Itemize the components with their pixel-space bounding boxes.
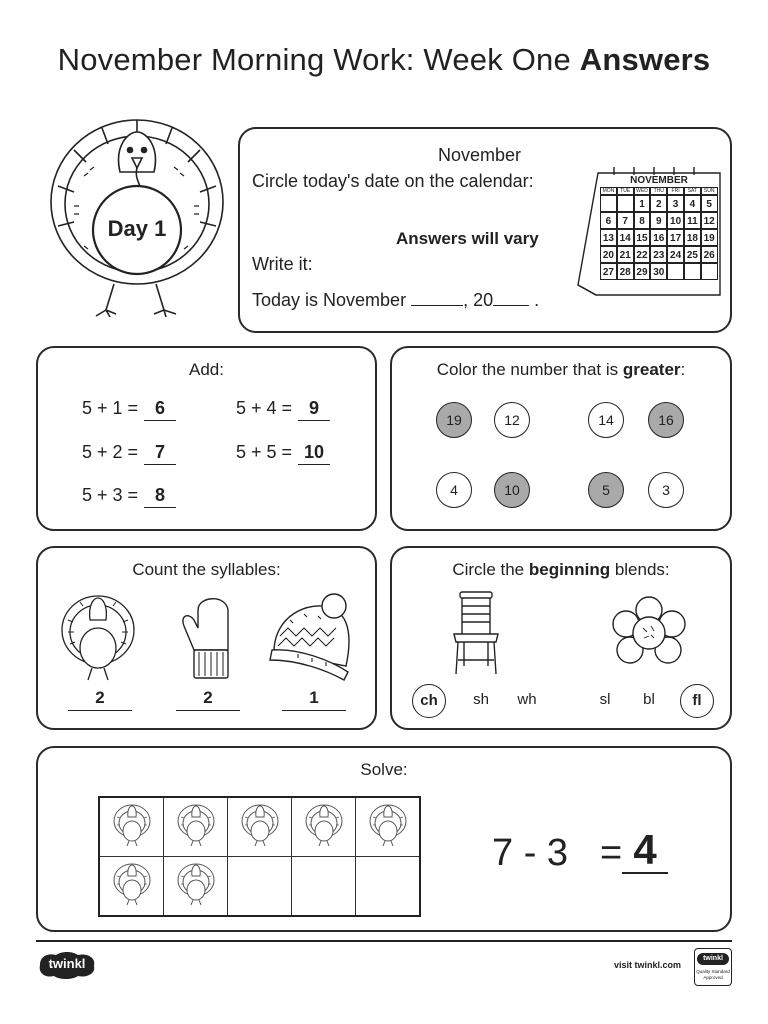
ten-frame-turkey-cell[interactable] <box>164 797 228 857</box>
blend-option[interactable]: fl <box>680 684 714 718</box>
date-blank[interactable] <box>411 305 463 306</box>
add-expr-1: 5 + 1 = <box>82 398 139 418</box>
calendar-weeks <box>600 195 718 280</box>
ten-frame-row <box>99 857 420 917</box>
calendar-date[interactable]: 29 <box>634 263 651 280</box>
syllable-answer-mitten[interactable]: 2 <box>176 688 240 711</box>
calendar-date[interactable] <box>684 263 701 280</box>
blends-header-prefix: Circle the <box>452 560 525 579</box>
greater-section <box>390 346 732 531</box>
title-main: November Morning Work: Week One <box>57 42 571 77</box>
flower-picture <box>610 596 688 672</box>
blend-option[interactable]: ch <box>412 684 446 718</box>
syllables-header: Count the syllables: <box>132 560 281 579</box>
day-turkey <box>44 106 230 318</box>
calendar-date[interactable]: 8 <box>634 212 651 229</box>
blend-option[interactable]: sl <box>599 691 611 708</box>
calendar-date[interactable] <box>667 263 684 280</box>
blends-header <box>392 560 730 580</box>
calendar-date[interactable]: 24 <box>667 246 684 263</box>
number-circle[interactable]: 19 <box>436 402 472 438</box>
period: . <box>534 290 540 310</box>
ten-frame-turkey-cell[interactable] <box>292 797 356 857</box>
syllable-answer-turkey[interactable]: 2 <box>68 688 132 711</box>
calendar-day-header: TUE <box>617 187 634 195</box>
calendar-date[interactable]: 2 <box>650 195 667 212</box>
calendar-date[interactable]: 18 <box>684 229 701 246</box>
calendar-grid <box>600 187 718 280</box>
calendar-date[interactable]: 28 <box>617 263 634 280</box>
calendar-date[interactable]: 22 <box>634 246 651 263</box>
calendar-date[interactable]: 3 <box>667 195 684 212</box>
add-problem-4 <box>236 398 330 421</box>
calendar-date[interactable]: 14 <box>617 229 634 246</box>
ten-frame-row <box>99 797 420 857</box>
year-blank[interactable] <box>493 305 529 306</box>
quality-badge-caption-1: Quality Standard <box>696 969 730 974</box>
answers-vary-note: Answers will vary <box>396 229 539 248</box>
quality-badge-caption-2: Approved <box>703 975 723 980</box>
add-answer-5[interactable]: 10 <box>298 442 330 465</box>
today-prefix: Today is November <box>252 290 407 310</box>
calendar-day-headers <box>600 187 718 195</box>
year-prefix: 20 <box>473 290 494 310</box>
add-problem-1 <box>82 398 176 421</box>
calendar-day-header: SUN <box>701 187 718 195</box>
calendar-week <box>600 246 718 263</box>
calendar-date[interactable]: 27 <box>600 263 617 280</box>
chair-picture <box>450 590 502 676</box>
calendar-date[interactable]: 12 <box>701 212 718 229</box>
calendar-day-header: WED <box>634 187 651 195</box>
add-expr-3: 5 + 3 = <box>82 485 139 505</box>
calendar-date[interactable]: 10 <box>667 212 684 229</box>
calendar-date[interactable] <box>701 263 718 280</box>
greater-header-suffix: : <box>680 360 686 379</box>
number-circle[interactable]: 16 <box>648 402 684 438</box>
add-answer-1[interactable]: 6 <box>144 398 176 421</box>
calendar-date[interactable]: 15 <box>634 229 651 246</box>
add-expr-4: 5 + 4 = <box>236 398 293 418</box>
calendar-week <box>600 229 718 246</box>
calendar-day-header: MON <box>600 187 617 195</box>
calendar-week <box>600 195 718 212</box>
hat-picture <box>268 590 358 682</box>
circle-date-instruction: Circle today's date on the calendar: <box>252 171 534 191</box>
calendar-date[interactable]: 4 <box>684 195 701 212</box>
number-circle[interactable]: 3 <box>648 472 684 508</box>
blends-header-suffix: blends: <box>614 560 670 579</box>
ten-frame-turkey-cell[interactable] <box>99 857 164 917</box>
calendar-day-header: FRI <box>667 187 684 195</box>
calendar-date[interactable]: 7 <box>617 212 634 229</box>
equals-sign: = <box>600 832 623 874</box>
calendar-week <box>600 212 718 229</box>
solve-section <box>36 746 732 932</box>
blends-header-bold: beginning <box>528 560 611 579</box>
calendar-date[interactable]: 5 <box>701 195 718 212</box>
ten-frame-turkey-cell[interactable] <box>228 797 292 857</box>
calendar-day-header: SAT <box>684 187 701 195</box>
calendar-date[interactable]: 13 <box>600 229 617 246</box>
add-problem-5 <box>236 442 330 465</box>
calendar-date[interactable] <box>617 195 634 212</box>
date-section <box>238 127 732 333</box>
ten-frame <box>98 796 421 917</box>
calendar-date[interactable]: 19 <box>701 229 718 246</box>
comma: , <box>463 290 469 310</box>
page-title <box>0 42 768 78</box>
day-badge-label: Day 1 <box>107 216 167 241</box>
number-circle[interactable]: 4 <box>436 472 472 508</box>
blends-section <box>390 546 732 730</box>
blend-option[interactable]: bl <box>643 691 655 708</box>
calendar-date[interactable]: 9 <box>650 212 667 229</box>
add-answer-3[interactable]: 8 <box>144 485 176 508</box>
syllable-answer-hat[interactable]: 1 <box>282 688 346 711</box>
number-circle[interactable]: 12 <box>494 402 530 438</box>
syllables-section <box>36 546 377 730</box>
blend-option[interactable]: wh <box>517 691 537 708</box>
calendar-week <box>600 263 718 280</box>
add-expr-2: 5 + 2 = <box>82 442 139 462</box>
add-expr-5: 5 + 5 = <box>236 442 293 462</box>
add-problem-3 <box>82 485 176 508</box>
solve-answer[interactable]: 4 <box>622 828 668 874</box>
ten-frame-empty-cell[interactable] <box>228 857 292 917</box>
calendar-date[interactable]: 6 <box>600 212 617 229</box>
ten-frame-empty-cell[interactable] <box>292 857 356 917</box>
twinkl-logo <box>36 950 98 980</box>
add-answer-4[interactable]: 9 <box>298 398 330 421</box>
title-bold: Answers <box>579 42 711 77</box>
calendar-date[interactable]: 30 <box>650 263 667 280</box>
greater-header <box>392 360 730 380</box>
number-circle[interactable]: 14 <box>588 402 624 438</box>
calendar-date[interactable]: 1 <box>634 195 651 212</box>
add-problem-2 <box>82 442 176 465</box>
add-section <box>36 346 377 531</box>
write-it-label: Write it: <box>252 254 313 274</box>
visit-link[interactable]: visit twinkl.com <box>614 960 682 970</box>
calendar <box>574 165 724 297</box>
equation-text: 7 - 3 <box>492 832 569 874</box>
calendar-date[interactable]: 20 <box>600 246 617 263</box>
number-circle[interactable]: 10 <box>494 472 530 508</box>
quality-badge-logo: twinkl <box>697 953 729 965</box>
ten-frame-turkey-cell[interactable] <box>164 857 228 917</box>
calendar-month: NOVEMBER <box>630 175 688 186</box>
add-answer-2[interactable]: 7 <box>144 442 176 465</box>
ten-frame-turkey-cell[interactable] <box>356 797 421 857</box>
calendar-date[interactable]: 11 <box>684 212 701 229</box>
calendar-day-header: THU <box>650 187 667 195</box>
calendar-date[interactable]: 23 <box>650 246 667 263</box>
add-header: Add: <box>189 360 224 379</box>
twinkl-logo-text: twinkl <box>48 956 86 971</box>
ten-frame-turkey-cell[interactable] <box>99 797 164 857</box>
calendar-date[interactable] <box>600 195 617 212</box>
turkey-picture <box>60 590 136 682</box>
number-circle[interactable]: 5 <box>588 472 624 508</box>
solve-equation <box>492 832 568 875</box>
quality-badge <box>694 948 732 986</box>
mitten-picture <box>176 592 238 682</box>
greater-header-bold: greater <box>622 360 681 379</box>
solve-header: Solve: <box>360 760 408 779</box>
calendar-date[interactable]: 16 <box>650 229 667 246</box>
calendar-date[interactable]: 26 <box>701 246 718 263</box>
month-heading: November <box>438 145 522 165</box>
turkey-drawing <box>44 106 230 318</box>
today-is-sentence <box>252 290 539 311</box>
ten-frame-empty-cell[interactable] <box>356 857 421 917</box>
blend-option[interactable]: sh <box>473 691 489 708</box>
calendar-date[interactable]: 17 <box>667 229 684 246</box>
footer-divider <box>36 940 732 942</box>
greater-header-prefix: Color the number that is <box>436 360 619 379</box>
calendar-date[interactable]: 21 <box>617 246 634 263</box>
calendar-date[interactable]: 25 <box>684 246 701 263</box>
